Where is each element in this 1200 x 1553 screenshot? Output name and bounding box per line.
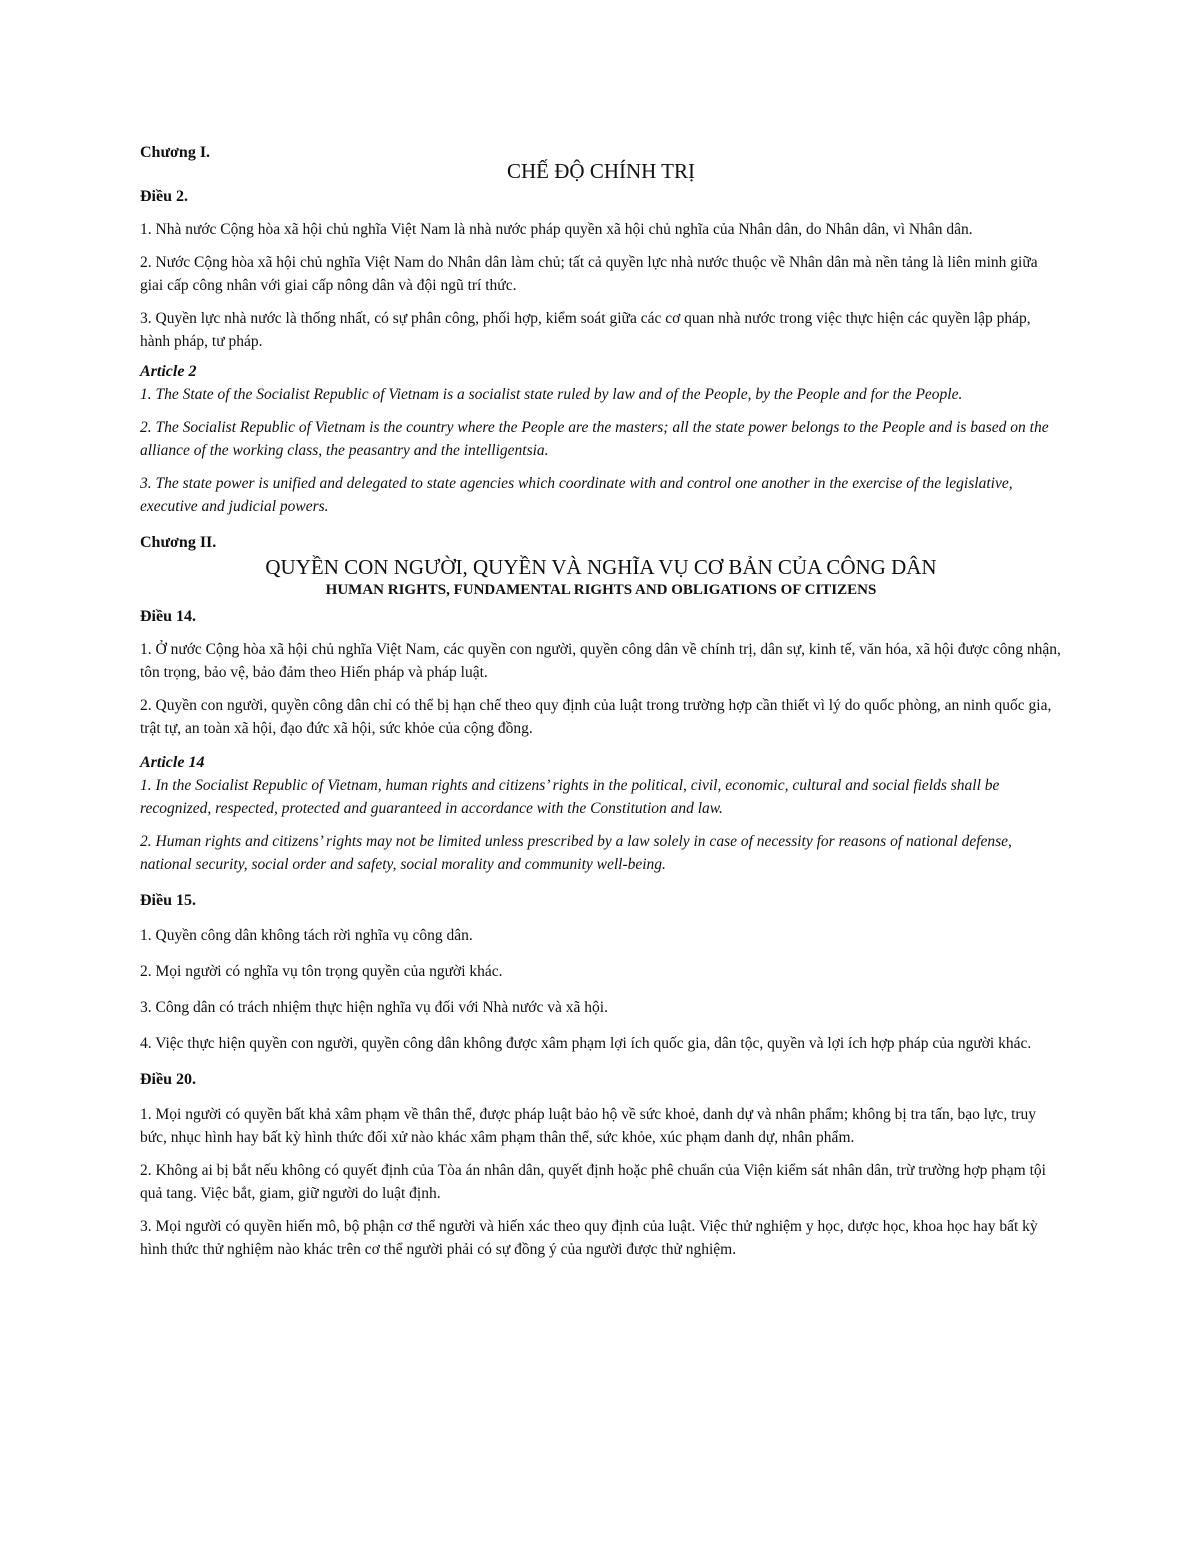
paragraph: 1. Mọi người có quyền bất khả xâm phạm về thân thể, được pháp luật bảo hộ về sức khoẻ, danh dự và nhân phẩm; không bị tra tấn, bạo lực, truy bức, nhục hình hay bất kỳ hình thức đối xử nào khác xâm phạm thân thể, sức khỏe, xúc phạm danh dự, nhân phẩm. — [140, 1106, 1037, 1146]
paragraph: 3. Quyền lực nhà nước là thống nhất, có sự phân công, phối hợp, kiểm soát giữa các cơ quan nhà nước trong việc thực hiện các quyền lập pháp, hành pháp, tư pháp. — [140, 310, 1031, 350]
chapter-subtitle: HUMAN RIGHTS, FUNDAMENTAL RIGHTS AND OBLIGATIONS OF CITIZENS — [325, 582, 877, 598]
paragraph: 1. Quyền công dân không tách rời nghĩa vụ công dân. — [140, 927, 473, 944]
document-page — [140, 142, 1062, 1271]
english-paragraph: 1. The State of the Socialist Republic of Vietnam is a socialist state ruled by law and of the People, by the People and for the People. — [140, 386, 963, 403]
paragraph: 2. Không ai bị bắt nếu không có quyết định của Tòa án nhân dân, quyết định hoặc phê chuẩn của Viện kiểm sát nhân dân, trừ trường hợp phạm tội quả tang. Việc bắt, giam, giữ người do luật định. — [140, 1162, 1046, 1202]
dieu-heading: Điều 14. — [140, 608, 196, 625]
chapter-title: QUYỀN CON NGƯỜI, QUYỀN VÀ NGHĨA VỤ CƠ BẢN CỦA CÔNG DÂN — [265, 555, 937, 579]
english-paragraph: 1. In the Socialist Republic of Vietnam, human rights and citizens’ rights in the political, civil, economic, cultural and social fields shall be recognized, respected, protected and guaranteed in accordance with the Constitution and law. — [140, 777, 1000, 817]
dieu-heading: Điều 15. — [140, 892, 196, 909]
chapter-label: Chương I. — [140, 144, 211, 161]
english-paragraph: 2. The Socialist Republic of Vietnam is the country where the People are the masters; all the state power belongs to the People and is based on the alliance of the working class, the peasantry and the intelligentsia. — [140, 419, 1049, 459]
paragraph: 3. Mọi người có quyền hiến mô, bộ phận cơ thể người và hiến xác theo quy định của luật. Việc thử nghiệm y học, dược học, khoa học hay bất kỳ hình thức thử nghiệm nào khác trên cơ thể người phải có sự đồng ý của người được thử nghiệm. — [140, 1218, 1038, 1258]
paragraph: 3. Công dân có trách nhiệm thực hiện nghĩa vụ đối với Nhà nước và xã hội. — [140, 999, 608, 1016]
article-heading: Article 2 — [140, 363, 197, 380]
paragraph: 1. Nhà nước Cộng hòa xã hội chủ nghĩa Việt Nam là nhà nước pháp quyền xã hội chủ nghĩa của Nhân dân, do Nhân dân, vì Nhân dân. — [140, 221, 973, 238]
paragraph: 1. Ở nước Cộng hòa xã hội chủ nghĩa Việt Nam, các quyền con người, quyền công dân về chính trị, dân sự, kinh tế, văn hóa, xã hội được công nhận, tôn trọng, bảo vệ, bảo đảm theo Hiến pháp và pháp luật. — [140, 641, 1061, 681]
english-paragraph: 2. Human rights and citizens’ rights may not be limited unless prescribed by a law solely in case of necessity for reasons of national defense, national security, social order and safety, social morality and community well-being. — [140, 833, 1012, 873]
paragraph: 2. Quyền con người, quyền công dân chỉ có thể bị hạn chế theo quy định của luật trong trường hợp cần thiết vì lý do quốc phòng, an ninh quốc gia, trật tự, an toàn xã hội, đạo đức xã hội, sức khỏe của cộng đồng. — [140, 697, 1052, 737]
paragraph: 2. Nước Cộng hòa xã hội chủ nghĩa Việt Nam do Nhân dân làm chủ; tất cả quyền lực nhà nước thuộc về Nhân dân mà nền tảng là liên minh giữa giai cấp công nhân với giai cấp nông dân và đội ngũ trí thức. — [140, 254, 1038, 294]
chapter-title: CHẾ ĐỘ CHÍNH TRỊ — [506, 159, 696, 183]
dieu-heading: Điều 2. — [140, 188, 188, 205]
chapter-label: Chương II. — [140, 534, 217, 551]
paragraph: 4. Việc thực hiện quyền con người, quyền công dân không được xâm phạm lợi ích quốc gia, dân tộc, quyền và lợi ích hợp pháp của người khác. — [140, 1035, 1032, 1052]
english-paragraph: 3. The state power is unified and delegated to state agencies which coordinate with and control one another in the exercise of the legislative, executive and judicial powers. — [140, 475, 1013, 515]
dieu-heading: Điều 20. — [140, 1071, 196, 1088]
paragraph: 2. Mọi người có nghĩa vụ tôn trọng quyền của người khác. — [140, 963, 503, 980]
article-heading: Article 14 — [140, 754, 205, 771]
